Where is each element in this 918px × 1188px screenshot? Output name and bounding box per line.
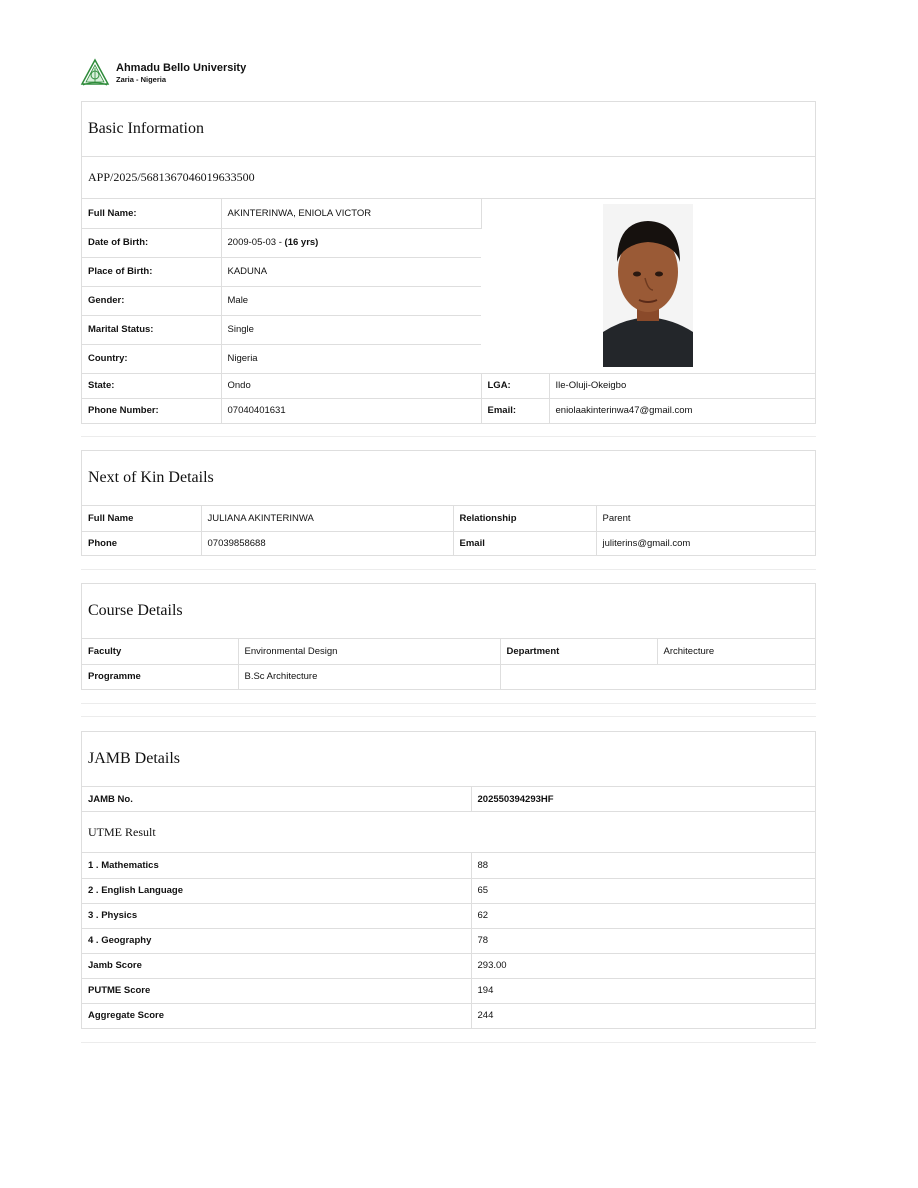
phone-label: Phone Number: [82, 398, 221, 423]
table-row [82, 878, 815, 903]
section-divider [81, 703, 816, 704]
result-value: 88 [471, 853, 815, 878]
utme-result-title: UTME Result [82, 811, 815, 853]
dob-date: 2009-05-03 - [227, 237, 285, 248]
age-value: (16 yrs) [284, 237, 319, 248]
result-value: 244 [477, 1010, 494, 1022]
kin-email-value: juliterins@gmail.com [602, 537, 691, 549]
university-logo-icon [80, 58, 110, 88]
table-row [82, 787, 815, 811]
next-of-kin-table [82, 506, 815, 555]
basic-information-title: Basic Information [82, 102, 815, 157]
marital-status-value: Single [221, 315, 481, 344]
table-row [82, 853, 815, 878]
empty-cell [500, 664, 815, 689]
course-details-panel [81, 583, 816, 690]
table-row [82, 531, 815, 555]
department-label: Department [500, 639, 657, 664]
university-name: Ahmadu Bello University [116, 61, 247, 74]
lga-label: LGA: [481, 373, 549, 398]
university-location: Zaria - Nigeria [116, 74, 167, 84]
table-row [82, 903, 815, 928]
marital-status-label: Marital Status: [82, 315, 221, 344]
section-divider [81, 716, 816, 717]
next-of-kin-title: Next of Kin Details [82, 451, 815, 506]
result-value: 62 [471, 903, 815, 928]
page-header [80, 58, 246, 88]
result-label: Jamb Score [82, 953, 471, 978]
result-value: 194 [471, 978, 815, 1003]
jamb-number-table [82, 787, 815, 811]
section-divider [81, 569, 816, 570]
country-label: Country: [82, 344, 221, 373]
table-row [82, 398, 815, 423]
passport-photo [603, 204, 693, 367]
course-details-table [82, 639, 815, 689]
result-value: 293.00 [471, 953, 815, 978]
basic-information-panel [81, 101, 816, 424]
course-details-title: Course Details [82, 584, 815, 639]
gender-value: Male [221, 286, 481, 315]
table-row [82, 373, 815, 398]
result-label: Aggregate Score [82, 1003, 471, 1028]
table-row [82, 978, 815, 1003]
gender-label: Gender: [82, 286, 221, 315]
table-row [82, 506, 815, 531]
table-row [82, 953, 815, 978]
passport-photo-cell [481, 199, 815, 373]
country-value: Nigeria [221, 344, 481, 373]
lga-value: Ile-Oluji-Okeigbo [549, 373, 815, 398]
full-name-value: AKINTERINWA, ENIOLA VICTOR [221, 199, 481, 228]
application-number: APP/2025/5681367046019633500 [82, 157, 815, 199]
department-value: Architecture [657, 639, 815, 664]
state-label: State: [82, 373, 221, 398]
section-divider [81, 1042, 816, 1043]
kin-relationship-value: Parent [596, 506, 815, 531]
table-row [82, 664, 815, 689]
email-label: Email: [481, 398, 549, 423]
result-value: 65 [471, 878, 815, 903]
table-row [82, 639, 815, 664]
jamb-details-panel [81, 731, 816, 1029]
table-row [82, 199, 815, 228]
faculty-label: Faculty [82, 639, 238, 664]
result-label: 3 . Physics [82, 903, 471, 928]
table-row [82, 928, 815, 953]
programme-value: B.Sc Architecture [238, 664, 500, 689]
table-row [82, 1003, 815, 1028]
kin-name-label: Full Name [82, 506, 201, 531]
jamb-number-label: JAMB No. [82, 787, 471, 811]
programme-label: Programme [82, 664, 238, 689]
utme-result-table [82, 853, 815, 1028]
kin-name-value: JULIANA AKINTERINWA [201, 506, 453, 531]
full-name-label: Full Name: [82, 199, 221, 228]
jamb-number-value: 202550394293HF [477, 793, 554, 805]
section-divider [81, 436, 816, 437]
next-of-kin-panel [81, 450, 816, 556]
faculty-value: Environmental Design [238, 639, 500, 664]
kin-phone-value: 07039858688 [201, 531, 453, 555]
result-label: 1 . Mathematics [82, 853, 471, 878]
pob-label: Place of Birth: [82, 257, 221, 286]
pob-value: KADUNA [221, 257, 481, 286]
result-label: PUTME Score [82, 978, 471, 1003]
basic-information-table [82, 199, 815, 423]
kin-email-label: Email [453, 531, 596, 555]
jamb-details-title: JAMB Details [82, 732, 815, 787]
email-value: eniolaakinterinwa47@gmail.com [555, 405, 693, 417]
dob-value [221, 228, 481, 257]
dob-label: Date of Birth: [82, 228, 221, 257]
result-value: 78 [471, 928, 815, 953]
result-label: 2 . English Language [82, 878, 471, 903]
kin-relationship-label: Relationship [453, 506, 596, 531]
result-label: 4 . Geography [82, 928, 471, 953]
phone-value: 07040401631 [221, 398, 481, 423]
state-value: Ondo [221, 373, 481, 398]
kin-phone-label: Phone [82, 531, 201, 555]
